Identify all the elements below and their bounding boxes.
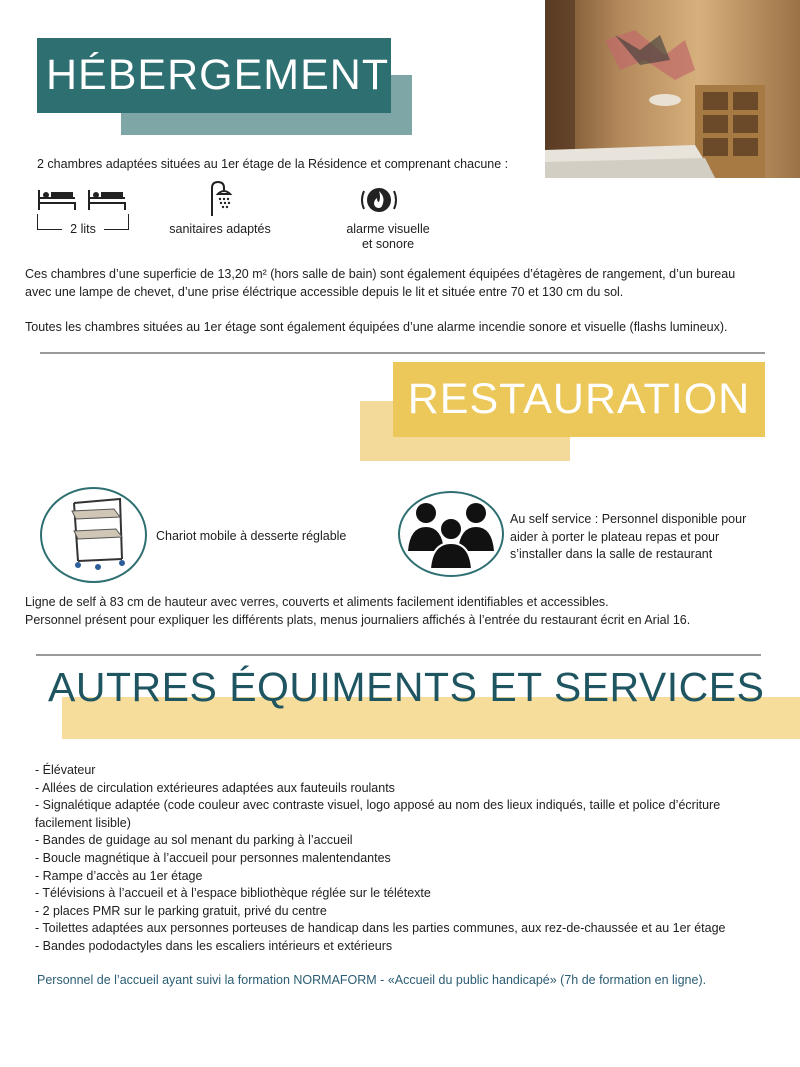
list-item: - Signalétique adaptée (code couleur avec contraste visuel, logo apposé au nom des lieux indiqués, taille et police d’écriture <box>35 798 721 813</box>
hebergement-title: HÉBERGEMENT <box>46 51 390 99</box>
list-item: - Boucle magnétique à l’accueil pour personnes malentendantes <box>35 850 391 865</box>
hebergement-intro: 2 chambres adaptées situées au 1er étage de la Résidence et comprenant chacune : <box>37 157 509 171</box>
restauration-title: RESTAURATION <box>407 375 751 423</box>
alarm-label <box>318 222 458 251</box>
chariot-label: Chariot mobile à desserte réglable <box>156 529 347 543</box>
list-item: - Rampe d’accès au 1er étage <box>35 868 203 883</box>
self-service-text <box>510 511 780 564</box>
self-line3: s’installer dans la salle de restaurant <box>510 547 713 561</box>
alarm-label-line1: alarme visuelle <box>346 222 430 236</box>
list-item: facilement lisible) <box>35 815 131 830</box>
beds-label: 2 lits <box>70 222 96 236</box>
shower-label: sanitaires adaptés <box>169 222 271 236</box>
hebergement-paragraph-1 <box>25 266 795 301</box>
para1-line1: Ces chambres d’une superficie de 13,20 m² (hors salle de bain) sont également équipées d’étagères de rangement, d’un bureau <box>25 267 736 281</box>
shower-icon <box>206 180 236 223</box>
hebergement-paragraph-2: Toutes les chambres situées au 1er étage sont également équipées d’une alarme incendie sonore et visuelle (flashs lumineux). <box>25 320 728 334</box>
para1-line2: avec une lampe de chevet, d’une prise éléctrique accessible depuis le lit et située entre 70 et 130 cm du sol. <box>25 284 624 299</box>
list-item: - Élévateur <box>35 763 96 777</box>
self-line1: Au self service : Personnel disponible pour <box>510 512 747 526</box>
room-photo <box>545 0 800 178</box>
alarm-label-line2: et sonore <box>361 237 415 251</box>
list-item: - Toilettes adaptées aux personnes porteuses de handicap dans les parties communes, aux rez-de-chaussée et au 1er étage <box>35 921 726 936</box>
training-note: Personnel de l’accueil ayant suivi la formation NORMAFORM - «Accueil du public handicapé» (7h de formation en ligne). <box>37 973 707 987</box>
section-divider-1 <box>40 352 765 354</box>
chariot-image <box>40 487 147 583</box>
fire-alarm-icon <box>358 183 400 222</box>
people-icon <box>398 491 504 577</box>
rest-para-line2: Personnel présent pour expliquer les différents plats, menus journaliers affichés à l’entrée du restaurant écrit en Arial 16. <box>25 612 691 627</box>
self-line2: aider à porter le plateau repas et pour <box>510 529 720 544</box>
list-item: - Bandes pododactyles dans les escaliers intérieurs et extérieurs <box>35 938 393 953</box>
restauration-paragraph <box>25 594 795 629</box>
list-item: - 2 places PMR sur le parking gratuit, privé du centre <box>35 903 327 918</box>
rest-para-line1: Ligne de self à 83 cm de hauteur avec verres, couverts et aliments facilement identifiables et accessibles. <box>25 595 609 609</box>
services-list <box>35 762 775 956</box>
list-item: - Bandes de guidage au sol menant du parking à l’accueil <box>35 833 353 848</box>
bed-icon <box>37 186 129 217</box>
list-item: - Télévisions à l’accueil et à l’espace bibliothèque réglée sur le télétexte <box>35 886 431 901</box>
section-divider-2 <box>36 654 761 656</box>
autres-title: AUTRES ÉQUIMENTS ET SERVICES <box>48 664 765 710</box>
list-item: - Allées de circulation extérieures adaptées aux fauteuils roulants <box>35 780 395 795</box>
